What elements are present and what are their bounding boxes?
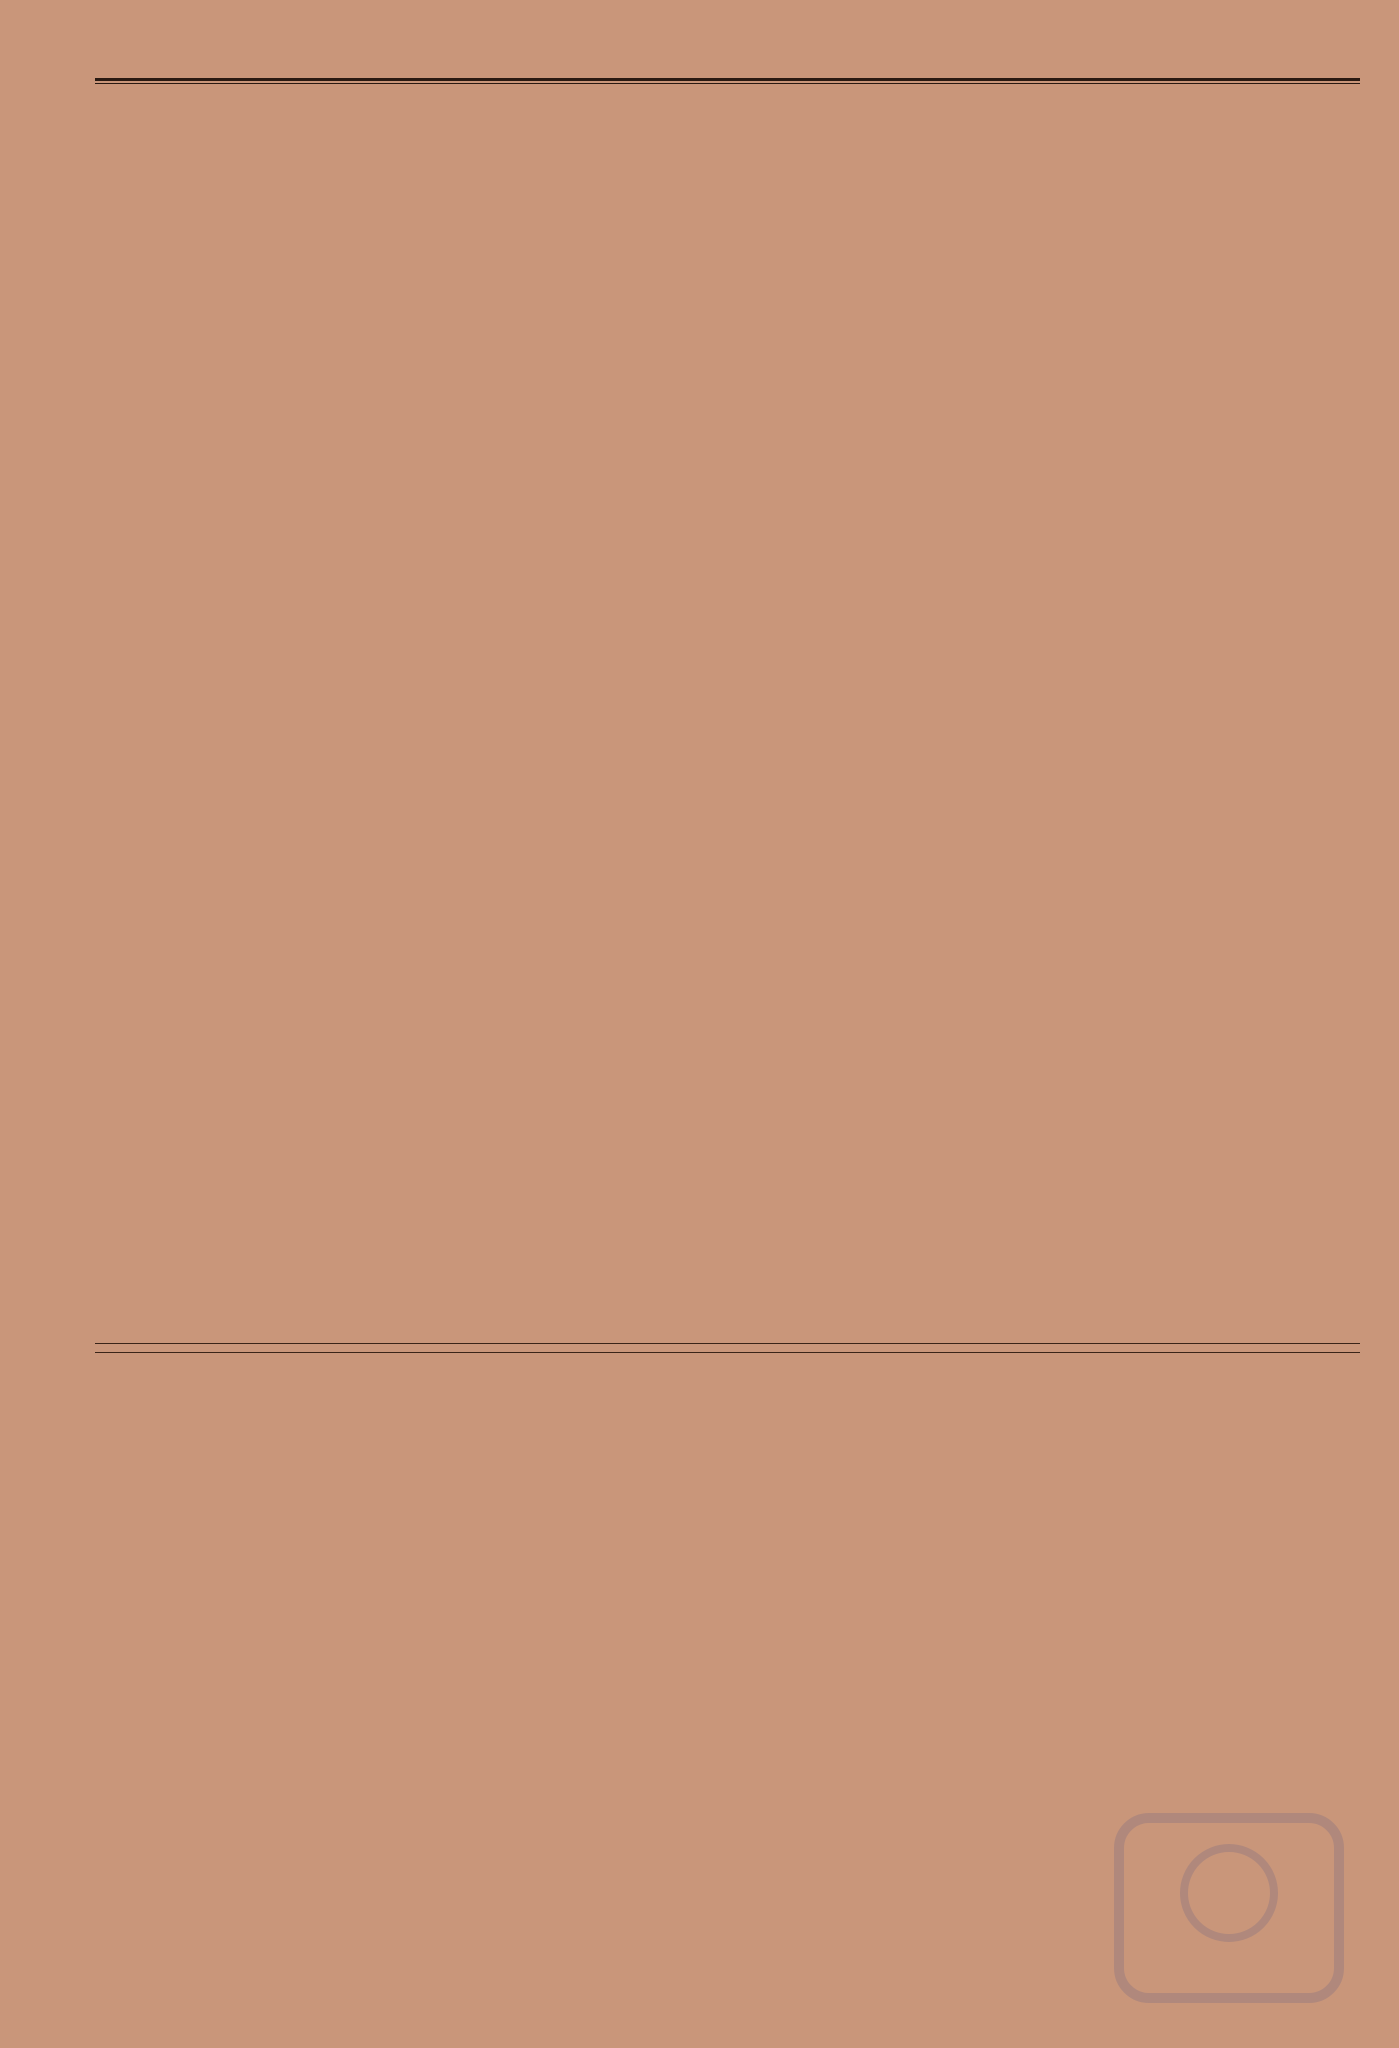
masthead-rule-thin bbox=[95, 83, 1360, 84]
section-divider-thin bbox=[95, 1352, 1360, 1353]
masthead bbox=[95, 40, 1360, 84]
masthead-rule bbox=[95, 78, 1360, 81]
section-divider bbox=[95, 1343, 1360, 1344]
top-columns bbox=[95, 100, 1360, 1335]
library-seal-watermark bbox=[1099, 1798, 1359, 2018]
